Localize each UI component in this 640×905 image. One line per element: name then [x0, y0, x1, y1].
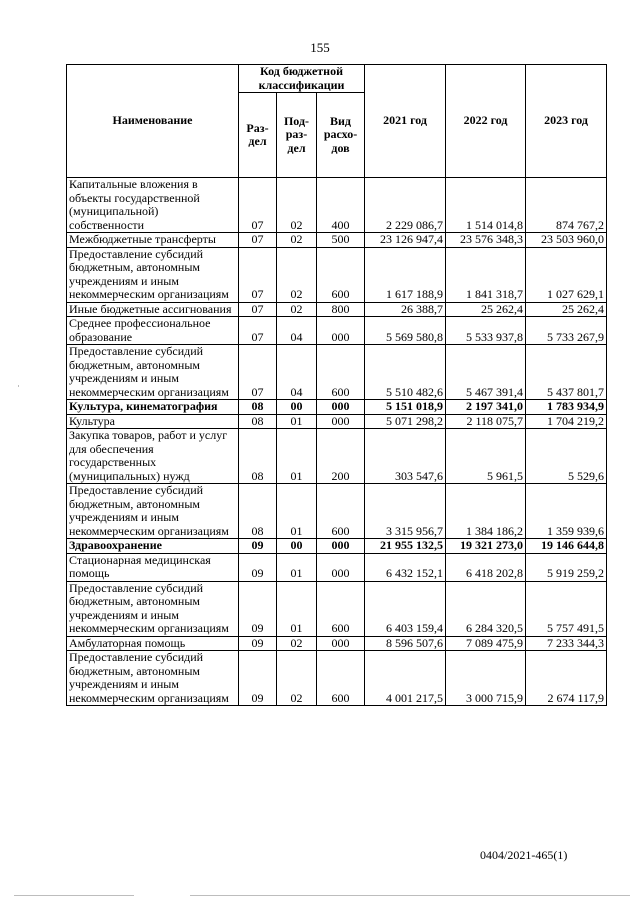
table-row [67, 178, 607, 233]
cell-podrazdel: 01 [277, 581, 317, 636]
header-vid: Вид расхо-дов [317, 93, 365, 178]
cell-name: Предоставление субсидий бюджетным, автономным учреждениям и иным некоммерческим организациям [67, 581, 239, 636]
cell-vid: 600 [317, 581, 365, 636]
cell-name: Межбюджетные трансферты [67, 233, 239, 248]
cell-razdel: 09 [239, 651, 277, 706]
table-header-row [67, 65, 607, 93]
cell-podrazdel: 01 [277, 553, 317, 581]
header-2021: 2021 год [365, 65, 446, 178]
cell-y2023: 23 503 960,0 [526, 233, 607, 248]
cell-vid: 400 [317, 178, 365, 233]
cell-podrazdel: 00 [277, 400, 317, 415]
cell-vid: 500 [317, 233, 365, 248]
cell-vid: 600 [317, 345, 365, 400]
cell-vid: 600 [317, 484, 365, 539]
table-row [67, 484, 607, 539]
budget-table [66, 64, 607, 706]
cell-name: Предоставление субсидий бюджетным, автономным учреждениям и иным некоммерческим организациям [67, 484, 239, 539]
table-row [67, 414, 607, 429]
cell-y2023: 7 233 344,3 [526, 636, 607, 651]
cell-name: Амбулаторная помощь [67, 636, 239, 651]
cell-razdel: 08 [239, 400, 277, 415]
table-row [67, 345, 607, 400]
header-razdel: Раз-дел [239, 93, 277, 178]
cell-y2023: 5 437 801,7 [526, 345, 607, 400]
cell-podrazdel: 00 [277, 539, 317, 554]
cell-y2022: 6 284 320,5 [446, 581, 526, 636]
cell-name: Здравоохранение [67, 539, 239, 554]
cell-y2021: 2 229 086,7 [365, 178, 446, 233]
cell-razdel: 09 [239, 581, 277, 636]
cell-name: Предоставление субсидий бюджетным, автономным учреждениям и иным некоммерческим организациям [67, 651, 239, 706]
cell-name: Стационарная медицинская помощь [67, 553, 239, 581]
cell-podrazdel: 02 [277, 302, 317, 317]
cell-y2023: 5 733 267,9 [526, 317, 607, 345]
cell-vid: 000 [317, 636, 365, 651]
table-row [67, 233, 607, 248]
document-code: 0404/2021-465(1) [480, 848, 568, 862]
cell-y2021: 3 315 956,7 [365, 484, 446, 539]
cell-y2023: 874 767,2 [526, 178, 607, 233]
cell-y2022: 5 533 937,8 [446, 317, 526, 345]
cell-razdel: 09 [239, 636, 277, 651]
cell-y2023: 25 262,4 [526, 302, 607, 317]
header-name: Наименование [67, 65, 239, 178]
cell-name: Капитальные вложения в объекты государственной (муниципальной) собственности [67, 178, 239, 233]
cell-y2022: 1 841 318,7 [446, 247, 526, 302]
cell-vid: 000 [317, 553, 365, 581]
cell-razdel: 07 [239, 233, 277, 248]
cell-y2022: 1 384 186,2 [446, 484, 526, 539]
cell-y2021: 6 432 152,1 [365, 553, 446, 581]
cell-razdel: 07 [239, 247, 277, 302]
cell-vid: 600 [317, 651, 365, 706]
cell-name: Культура [67, 414, 239, 429]
cell-y2022: 2 118 075,7 [446, 414, 526, 429]
table-row [67, 651, 607, 706]
cell-y2022: 1 514 014,8 [446, 178, 526, 233]
cell-razdel: 07 [239, 178, 277, 233]
cell-name: Иные бюджетные ассигнования [67, 302, 239, 317]
header-2023: 2023 год [526, 65, 607, 178]
cell-vid: 200 [317, 429, 365, 484]
cell-vid: 800 [317, 302, 365, 317]
cell-vid: 600 [317, 247, 365, 302]
cell-podrazdel: 04 [277, 317, 317, 345]
cell-name: Закупка товаров, работ и услуг для обеспечения государственных (муниципальных) нужд [67, 429, 239, 484]
cell-razdel: 08 [239, 484, 277, 539]
scan-artifact [14, 895, 134, 896]
cell-podrazdel: 02 [277, 233, 317, 248]
cell-y2022: 3 000 715,9 [446, 651, 526, 706]
scan-artifact [18, 385, 19, 387]
cell-y2023: 5 757 491,5 [526, 581, 607, 636]
table-body [67, 178, 607, 706]
cell-y2021: 1 617 188,9 [365, 247, 446, 302]
cell-vid: 000 [317, 414, 365, 429]
table-row [67, 400, 607, 415]
cell-name: Среднее профессиональное образование [67, 317, 239, 345]
cell-y2023: 19 146 644,8 [526, 539, 607, 554]
cell-razdel: 07 [239, 345, 277, 400]
cell-vid: 000 [317, 317, 365, 345]
cell-y2021: 5 569 580,8 [365, 317, 446, 345]
cell-y2023: 1 704 219,2 [526, 414, 607, 429]
cell-y2022: 25 262,4 [446, 302, 526, 317]
cell-y2021: 5 510 482,6 [365, 345, 446, 400]
cell-y2022: 6 418 202,8 [446, 553, 526, 581]
cell-y2022: 5 961,5 [446, 429, 526, 484]
cell-y2023: 1 359 939,6 [526, 484, 607, 539]
cell-y2021: 21 955 132,5 [365, 539, 446, 554]
cell-name: Предоставление субсидий бюджетным, автономным учреждениям и иным некоммерческим организациям [67, 345, 239, 400]
cell-y2022: 5 467 391,4 [446, 345, 526, 400]
cell-vid: 000 [317, 400, 365, 415]
cell-y2021: 4 001 217,5 [365, 651, 446, 706]
cell-y2022: 7 089 475,9 [446, 636, 526, 651]
cell-podrazdel: 02 [277, 247, 317, 302]
cell-y2023: 5 529,6 [526, 429, 607, 484]
cell-razdel: 07 [239, 317, 277, 345]
cell-razdel: 08 [239, 429, 277, 484]
header-2022: 2022 год [446, 65, 526, 178]
table-row [67, 581, 607, 636]
cell-y2021: 5 071 298,2 [365, 414, 446, 429]
cell-y2021: 303 547,6 [365, 429, 446, 484]
cell-y2021: 6 403 159,4 [365, 581, 446, 636]
cell-y2022: 23 576 348,3 [446, 233, 526, 248]
cell-podrazdel: 04 [277, 345, 317, 400]
table-row [67, 553, 607, 581]
cell-podrazdel: 01 [277, 414, 317, 429]
cell-y2023: 2 674 117,9 [526, 651, 607, 706]
cell-podrazdel: 02 [277, 651, 317, 706]
cell-podrazdel: 01 [277, 484, 317, 539]
cell-razdel: 09 [239, 553, 277, 581]
scan-artifact [190, 895, 630, 896]
table-row [67, 636, 607, 651]
cell-y2021: 8 596 507,6 [365, 636, 446, 651]
cell-razdel: 08 [239, 414, 277, 429]
cell-y2022: 19 321 273,0 [446, 539, 526, 554]
table-row [67, 539, 607, 554]
header-code-group: Код бюджетной классификации [239, 65, 365, 93]
cell-y2021: 5 151 018,9 [365, 400, 446, 415]
cell-y2023: 1 783 934,9 [526, 400, 607, 415]
cell-razdel: 09 [239, 539, 277, 554]
table-row [67, 429, 607, 484]
cell-podrazdel: 01 [277, 429, 317, 484]
cell-y2022: 2 197 341,0 [446, 400, 526, 415]
cell-y2021: 23 126 947,4 [365, 233, 446, 248]
table-row [67, 247, 607, 302]
cell-vid: 000 [317, 539, 365, 554]
cell-y2021: 26 388,7 [365, 302, 446, 317]
page-number: 155 [310, 40, 330, 55]
table-row [67, 317, 607, 345]
cell-razdel: 07 [239, 302, 277, 317]
cell-name: Культура, кинематография [67, 400, 239, 415]
cell-podrazdel: 02 [277, 636, 317, 651]
cell-name: Предоставление субсидий бюджетным, автономным учреждениям и иным некоммерческим организациям [67, 247, 239, 302]
cell-y2023: 1 027 629,1 [526, 247, 607, 302]
table-row [67, 302, 607, 317]
cell-y2023: 5 919 259,2 [526, 553, 607, 581]
header-podrazdel: Под-раз-дел [277, 93, 317, 178]
cell-podrazdel: 02 [277, 178, 317, 233]
